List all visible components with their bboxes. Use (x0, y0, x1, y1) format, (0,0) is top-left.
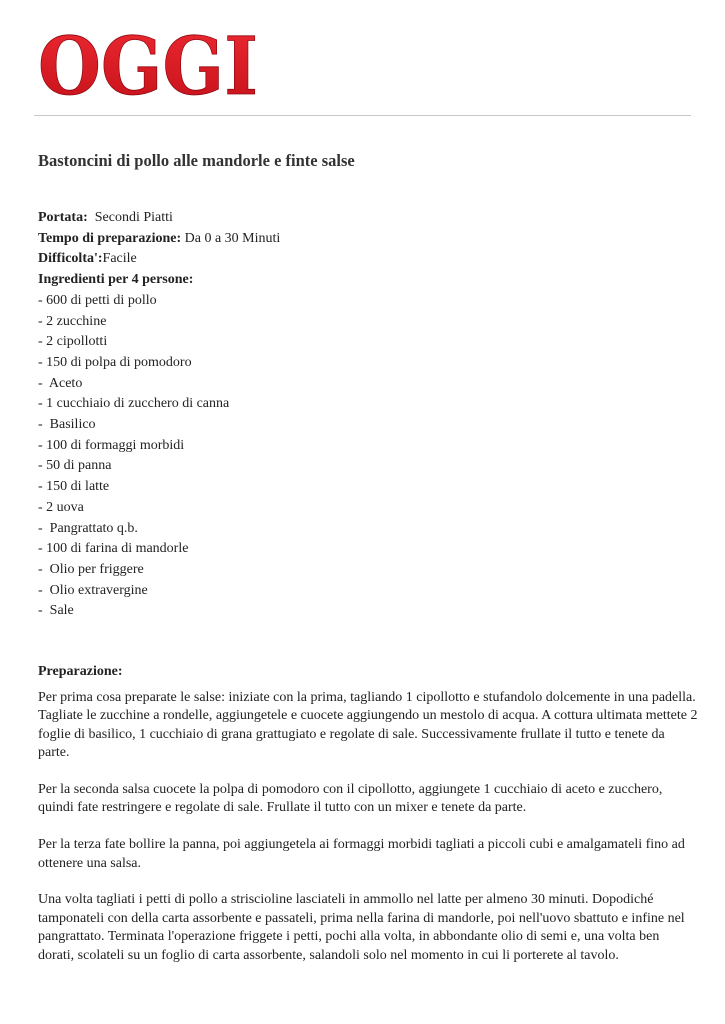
ingredienti-row (38, 270, 280, 291)
difficolta-row (38, 249, 280, 270)
prep-paragraph: Per la seconda salsa cuocete la polpa di pomodoro con il cipollotto, aggiungete 1 cucchiaio di aceto e zucchero, quindi fate restringere e regolate di sale. Frullate il tutto con un mixer e tenete da parte. (38, 782, 663, 816)
portata-row (38, 208, 280, 229)
ingredient-item: - Basilico (38, 417, 96, 433)
ingredient-item: - 2 zucchine (38, 313, 107, 329)
difficolta-value: Facile (102, 251, 137, 267)
oggi-logo (36, 30, 260, 100)
preparazione-text (38, 689, 698, 983)
ingredient-item: - Olio extravergine (38, 582, 148, 598)
header-divider (34, 115, 691, 116)
oggi-logo-text: OGGI (38, 30, 258, 100)
difficolta-label: Difficolta': (38, 251, 103, 267)
recipe-title: Bastoncini di pollo alle mandorle e finte salse (38, 151, 355, 170)
ingredient-item: - 50 di panna (38, 458, 112, 474)
ingredient-item: - Olio per friggere (38, 561, 144, 577)
ingredient-item: - 1 cucchiaio di zucchero di canna (38, 396, 230, 412)
ingredient-item: - 100 di formaggi morbidi (38, 437, 185, 453)
oggi-logo-graphic (36, 30, 260, 100)
ingredient-item: - 2 cipollotti (38, 334, 108, 350)
ingredient-item: - 150 di polpa di pomodoro (38, 354, 192, 370)
prep-paragraph: Una volta tagliati i petti di pollo a striscioline lasciateli in ammollo nel latte per almeno 30 minuti. Dopodiché tamponateli con della carta assorbente e passateli, prima nella farina di mandorle, poi nell'uovo sbattuto e infine nel pangrattato. Terminata l'operazione friggete i petti, pochi alla volta, in abbondante olio di semi e, una volta ben dorati, scolateli su un foglio di carta assorbente, salandoli solo nel momento in cui li porterete al tavolo. (38, 892, 685, 963)
ingredients-list (38, 291, 280, 622)
prep-paragraph: Per prima cosa preparate le salse: iniziate con la prima, tagliando 1 cipollotto e stufandolo dolcemente in una padella. Tagliate le zucchine a rondelle, aggiungetele e cuocete aggiungendo un mestolo di acqua. A cottura ultimata mettete 2 foglie di basilico, 1 cucchiaio di grana grattugiato e regolate di sale. Successivamente frullate il tutto e tenete da parte. (38, 690, 698, 761)
preparazione-heading: Preparazione: (38, 664, 123, 679)
portata-label: Portata: (38, 210, 88, 225)
prep-paragraph: Per la terza fate bollire la panna, poi aggiungetela ai formaggi morbidi tagliati a piccoli cubi e amalgamateli fino ad ottenere una salsa. (38, 837, 685, 871)
tempo-row (38, 229, 280, 250)
ingredient-item: - 100 di farina di mandorle (38, 541, 189, 557)
ingredient-item: - Pangrattato q.b. (38, 520, 138, 536)
tempo-label: Tempo di preparazione: (38, 230, 182, 246)
ingredient-item: - 150 di latte (38, 479, 110, 495)
ingredient-item: - 600 di petti di pollo (38, 292, 157, 308)
ingredient-item: - Aceto (38, 375, 83, 391)
tempo-value: Da 0 a 30 Minuti (184, 230, 281, 246)
recipe-meta (38, 208, 280, 622)
ingredienti-label: Ingredienti per 4 persone: (38, 272, 194, 288)
portata-value: Secondi Piatti (94, 210, 173, 225)
ingredient-item: - Sale (38, 603, 74, 619)
ingredient-item: - 2 uova (38, 499, 84, 515)
